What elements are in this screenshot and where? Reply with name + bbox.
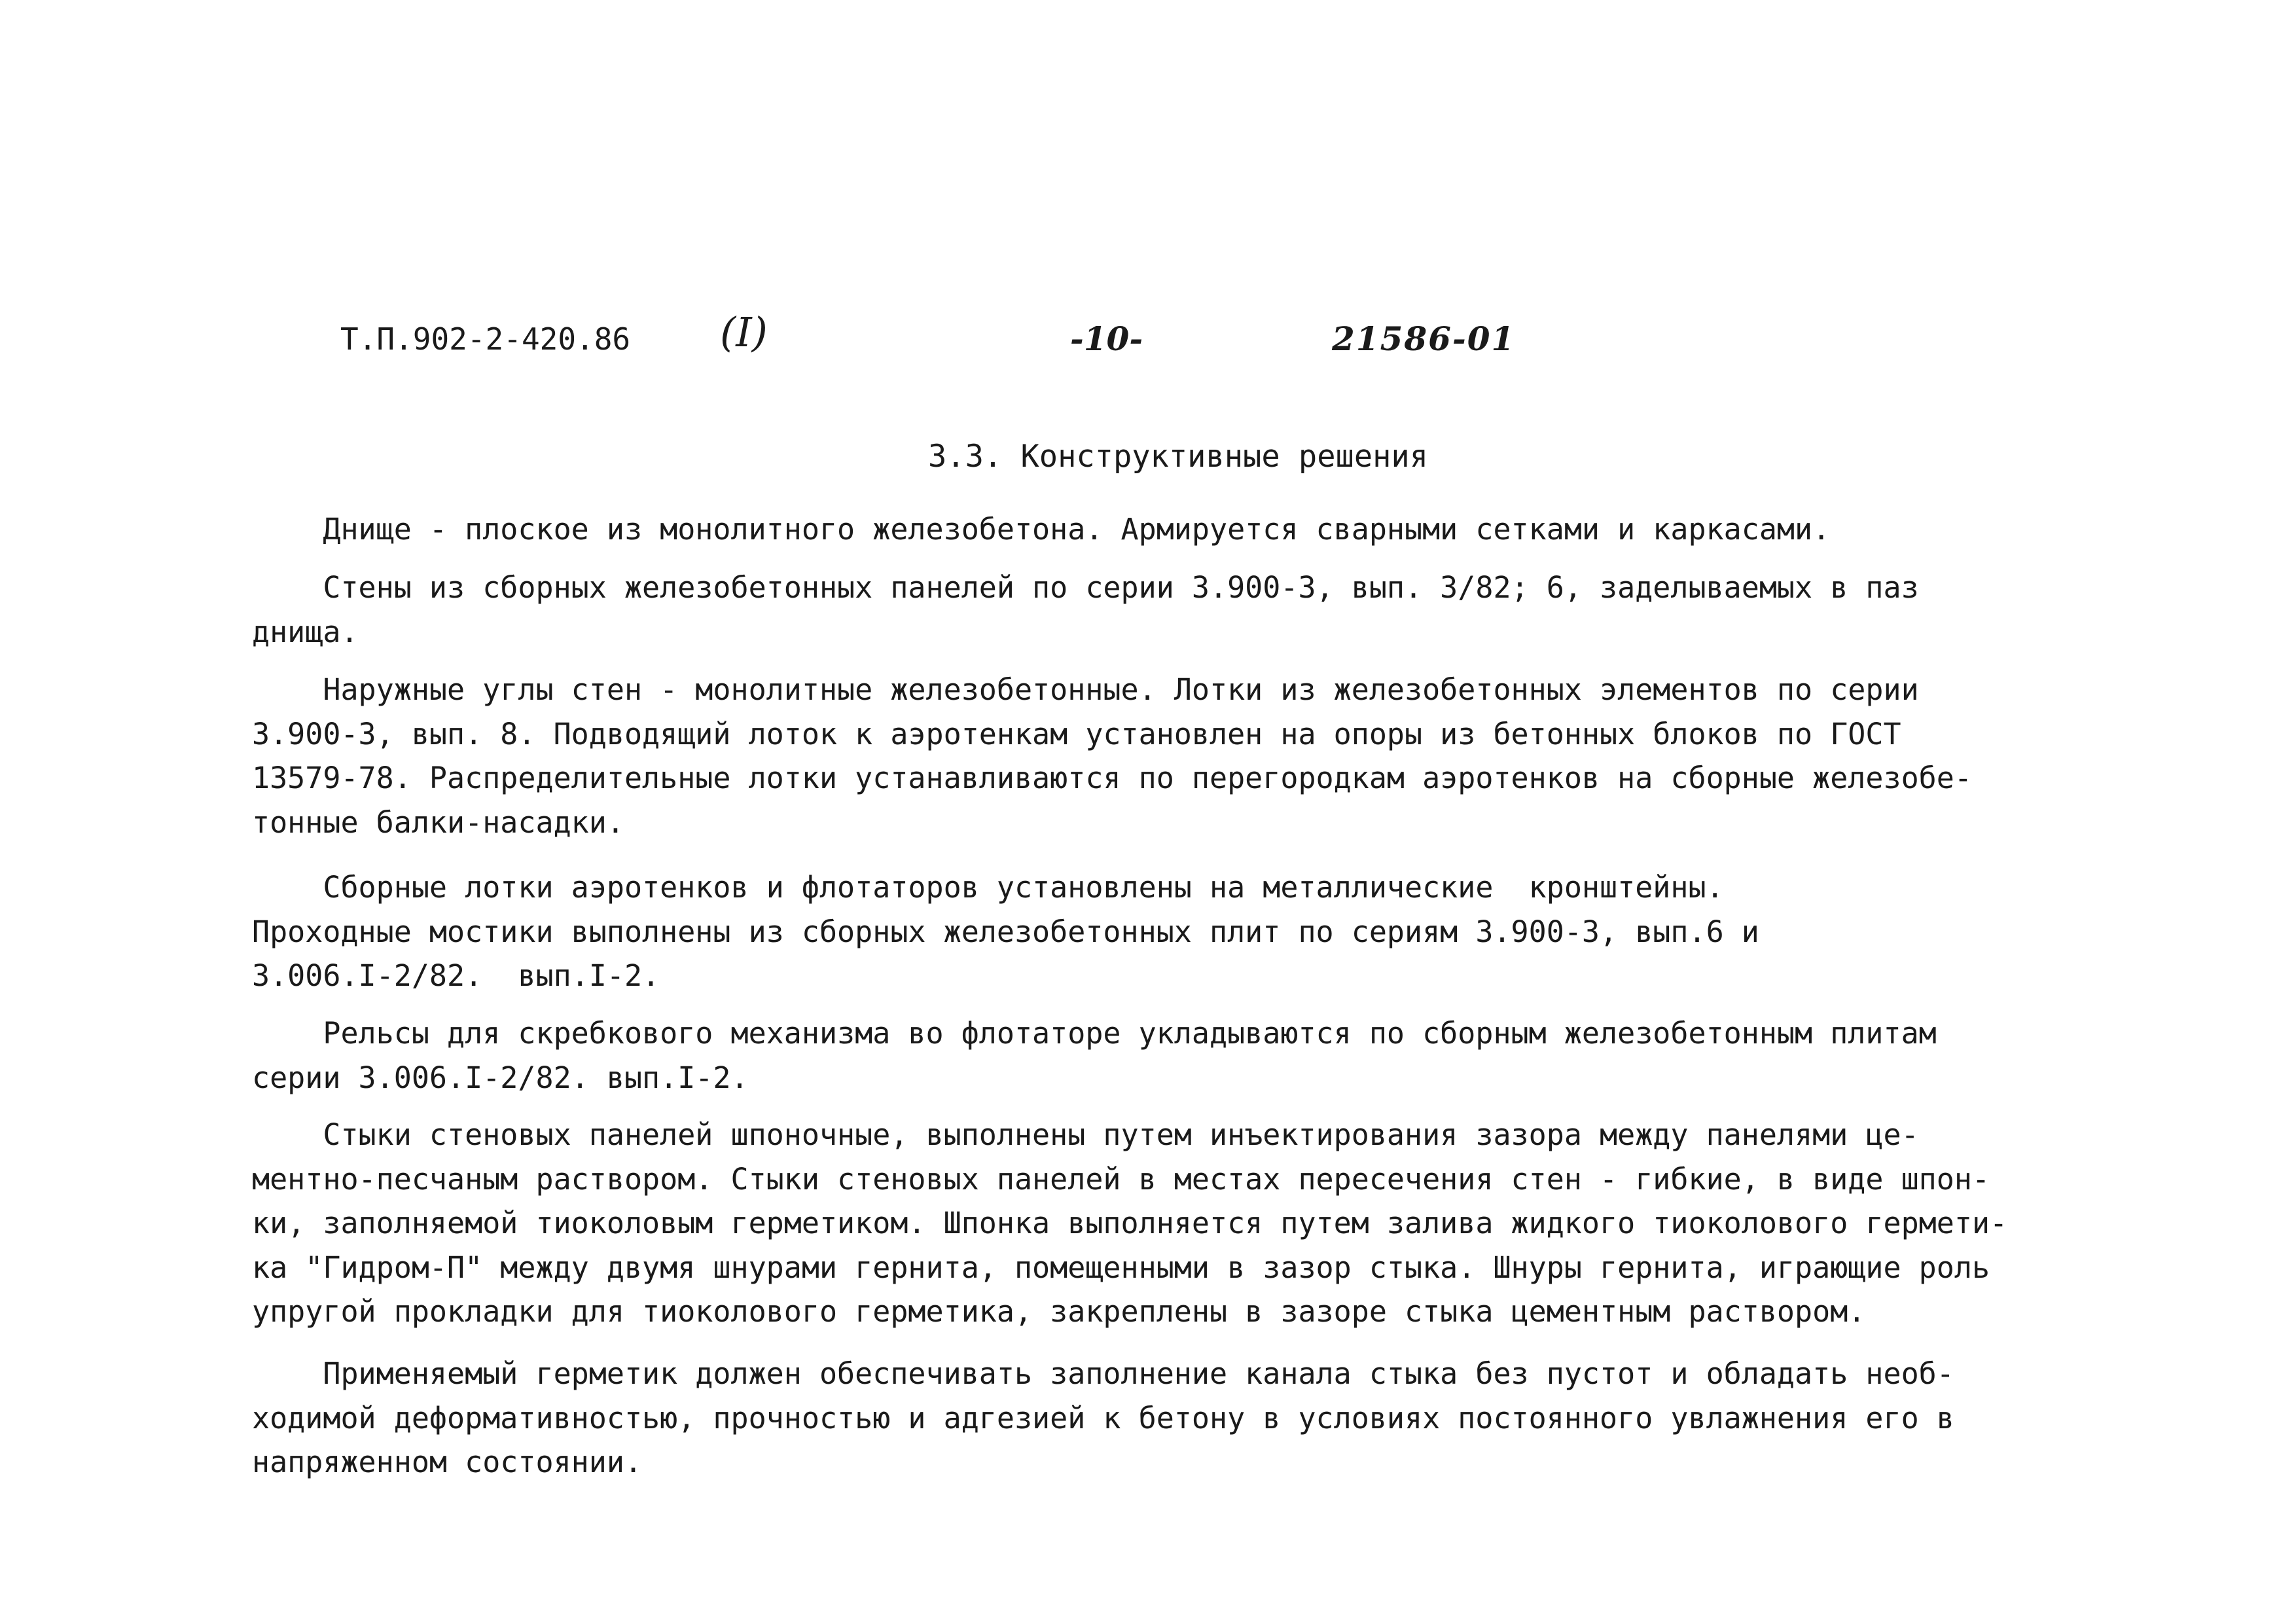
paragraph-prefab-trays (252, 865, 2006, 998)
text-line: Наружные углы стен - монолитные железобетонные. Лотки из железобетонных элементов по серии (252, 672, 1919, 707)
paragraph-walls (252, 566, 2006, 654)
text-line: Днище - плоское из монолитного железобетона. Армируется сварными сетками и каркасами. (252, 512, 1831, 547)
paragraph-rails (252, 1011, 2006, 1100)
text-line: ки, заполняемой тиоколовым герметиком. Шпонка выполняется путем залива жидкого тиоколового гермети- (252, 1206, 2008, 1240)
text-line: напряженном состоянии. (252, 1445, 643, 1479)
paragraph-corners-trays (252, 668, 2006, 844)
text-line: днища. (252, 614, 359, 649)
text-line: Стыки стеновых панелей шпоночные, выполнены путем инъектирования зазора между панелями це- (252, 1117, 1919, 1152)
sheet-mark: (I) (720, 308, 768, 356)
text-line: Стены из сборных железобетонных панелей по серии 3.900-3, вып. 3/82; 6, заделываемых в паз (252, 570, 1919, 605)
paragraph-bottom-slab (252, 507, 2006, 552)
text-line: упругой прокладки для тиоколового герметика, закреплены в зазоре стыка цементным раствором. (252, 1294, 1866, 1329)
text-line: 3.900-3, вып. 8. Подводящий лоток к аэротенкам установлен на опоры из бетонных блоков по ГОСТ (252, 716, 1901, 751)
section-title: 3.3. Конструктивные решения (928, 439, 1429, 475)
text-line: серии 3.006.I-2/82. вып.I-2. (252, 1060, 749, 1095)
document-code: Т.П.902-2-420.86 (340, 321, 631, 357)
paragraph-sealant (252, 1352, 2006, 1485)
text-line: тонные балки-насадки. (252, 804, 624, 840)
text-line: ка "Гидром-П" между двумя шнурами гернита, помещенными в зазор стыка. Шнуры гернита, играющие роль (252, 1250, 1990, 1285)
text-line: 3.006.I-2/82. вып.I-2. (252, 958, 660, 993)
text-line: Проходные мостики выполнены из сборных железобетонных плит по сериям 3.900-3, вып.6 и (252, 914, 1759, 949)
archive-number: 21586-01 (1332, 319, 1516, 358)
text-line: Применяемый герметик должен обеспечивать заполнение канала стыка без пустот и обладать необ- (252, 1356, 1954, 1391)
text-line: Сборные лотки аэротенков и флотаторов установлены на металлические кронштейны. (252, 870, 1724, 905)
text-line: ментно-песчаным раствором. Стыки стеновых панелей в местах пересечения стен - гибкие, в виде шпон- (252, 1161, 1990, 1197)
text-line: 13579-78. Распределительные лотки устанавливаются по перегородкам аэротенков на сборные железобе- (252, 761, 1972, 795)
paragraph-joints (252, 1113, 2006, 1334)
text-line: Рельсы для скребкового механизма во флотаторе укладываются по сборным железобетонным плитам (252, 1016, 1937, 1051)
page-number: -10- (1070, 319, 1143, 358)
text-line: ходимой деформативностью, прочностью и адгезией к бетону в условиях постоянного увлажнения его в (252, 1400, 1954, 1435)
